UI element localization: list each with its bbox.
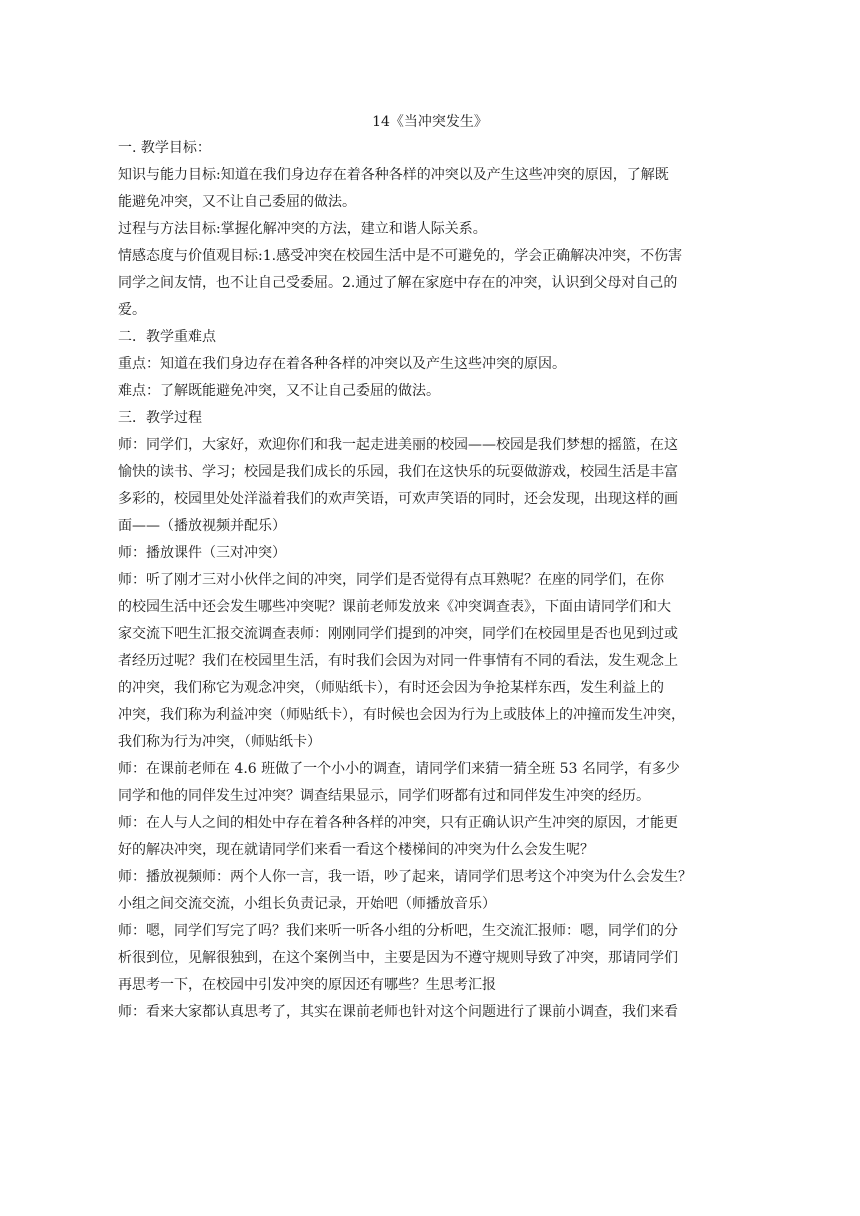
text-line: 小组之间交流交流，小组长负责记录，开始吧（师播放音乐） [118,896,496,912]
text-line: 我们称为行为冲突，（师贴纸卡） [118,734,321,750]
text-line: 师：看来大家都认真思考了，其实在课前老师也针对这个问题进行了课前小调查，我们来看 [118,1004,678,1020]
document-body [118,138,742,1022]
text-line: 情感态度与价值观目标:1.感受冲突在校园生活中是不可避免的，学会正确解决冲突，不伤害 [118,248,683,264]
text-line: 好的解决冲突，现在就请同学们来看一看这个楼梯间的冲突为什么会发生呢？ [118,842,594,858]
text-line: 师：听了刚才三对小伙伴之间的冲突，同学们是否觉得有点耳熟呢？在座的同学们，在你 [118,572,664,588]
text-line: 再思考一下，在校园中引发冲突的原因还有哪些？生思考汇报 [118,977,496,993]
text-line: 析很到位，见解很独到，在这个案例当中，主要是因为不遵守规则导致了冲突，那请同学们 [118,950,678,966]
text-line: 师：嗯，同学们写完了吗？我们来听一听各小组的分析吧，生交流汇报师：嗯，同学们的分 [118,923,678,939]
text-line: 一. 教学目标： [118,140,211,156]
document-title: 14《当冲突发生》 [372,114,488,130]
text-line: 冲突，我们称为利益冲突（师贴纸卡），有时候也会因为行为上或肢体上的冲撞而发生冲突， [118,707,685,723]
text-line: 同学之间友情，也不让自己受委屈。2.通过了解在家庭中存在的冲突，认识到父母对自己的 [118,275,678,291]
text-line: 同学和他的同伴发生过冲突？调查结果显示，同学们呀都有过和同伴发生冲突的经历。 [118,788,650,804]
text-line: 的校园生活中还会发生哪些冲突呢？课前老师发放来《冲突调查表》，下面由请同学们和大 [118,599,671,615]
text-line: 知识与能力目标:知道在我们身边存在着各种各样的冲突以及产生这些冲突的原因，了解既 [118,167,669,183]
document-page [118,112,742,1029]
text-line: 家交流下吧生汇报交流调查表师：刚刚同学们提到的冲突，同学们在校园里是否也见到过或 [118,626,678,642]
text-line: 师：在人与人之间的相处中存在着各种各样的冲突，只有正确认识产生冲突的原因，才能更 [118,815,678,831]
text-line: 师：在课前老师在 4.6 班做了一个小小的调查，请同学们来猜一猜全班 53 名同学，有多少 [118,761,680,777]
text-line: 重点：知道在我们身边存在着各种各样的冲突以及产生这些冲突的原因。 [118,356,566,372]
text-line: 者经历过呢？我们在校园里生活，有时我们会因为对同一件事情有不同的看法，发生观念上 [118,653,678,669]
text-line: 师：播放课件（三对冲突） [118,545,286,561]
text-line: 面——（播放视频并配乐） [118,518,286,534]
text-line: 的冲突，我们称它为观念冲突，（师贴纸卡），有时还会因为争抢某样东西，发生利益上的 [118,680,664,696]
text-line: 二．教学重难点 [118,329,216,345]
text-line: 过程与方法目标:掌握化解冲突的方法，建立和谐人际关系。 [118,221,487,237]
text-line: 师：播放视频师：两个人你一言，我一语，吵了起来，请同学们思考这个冲突为什么会发生？ [118,869,692,885]
text-line: 三．教学过程 [118,410,202,426]
text-line: 难点：了解既能避免冲突，又不让自己委屈的做法。 [118,383,440,399]
text-line: 多彩的，校园里处处洋溢着我们的欢声笑语，可欢声笑语的同时，还会发现，出现这样的画 [118,491,678,507]
text-line: 师：同学们，大家好，欢迎你们和我一起走进美丽的校园——校园是我们梦想的摇篮，在这 [118,437,678,453]
text-line: 愉快的读书、学习；校园是我们成长的乐园，我们在这快乐的玩耍做游戏，校园生活是丰富 [118,464,678,480]
text-line: 爱。 [118,302,146,318]
text-line: 能避免冲突，又不让自己委屈的做法。 [118,194,356,210]
